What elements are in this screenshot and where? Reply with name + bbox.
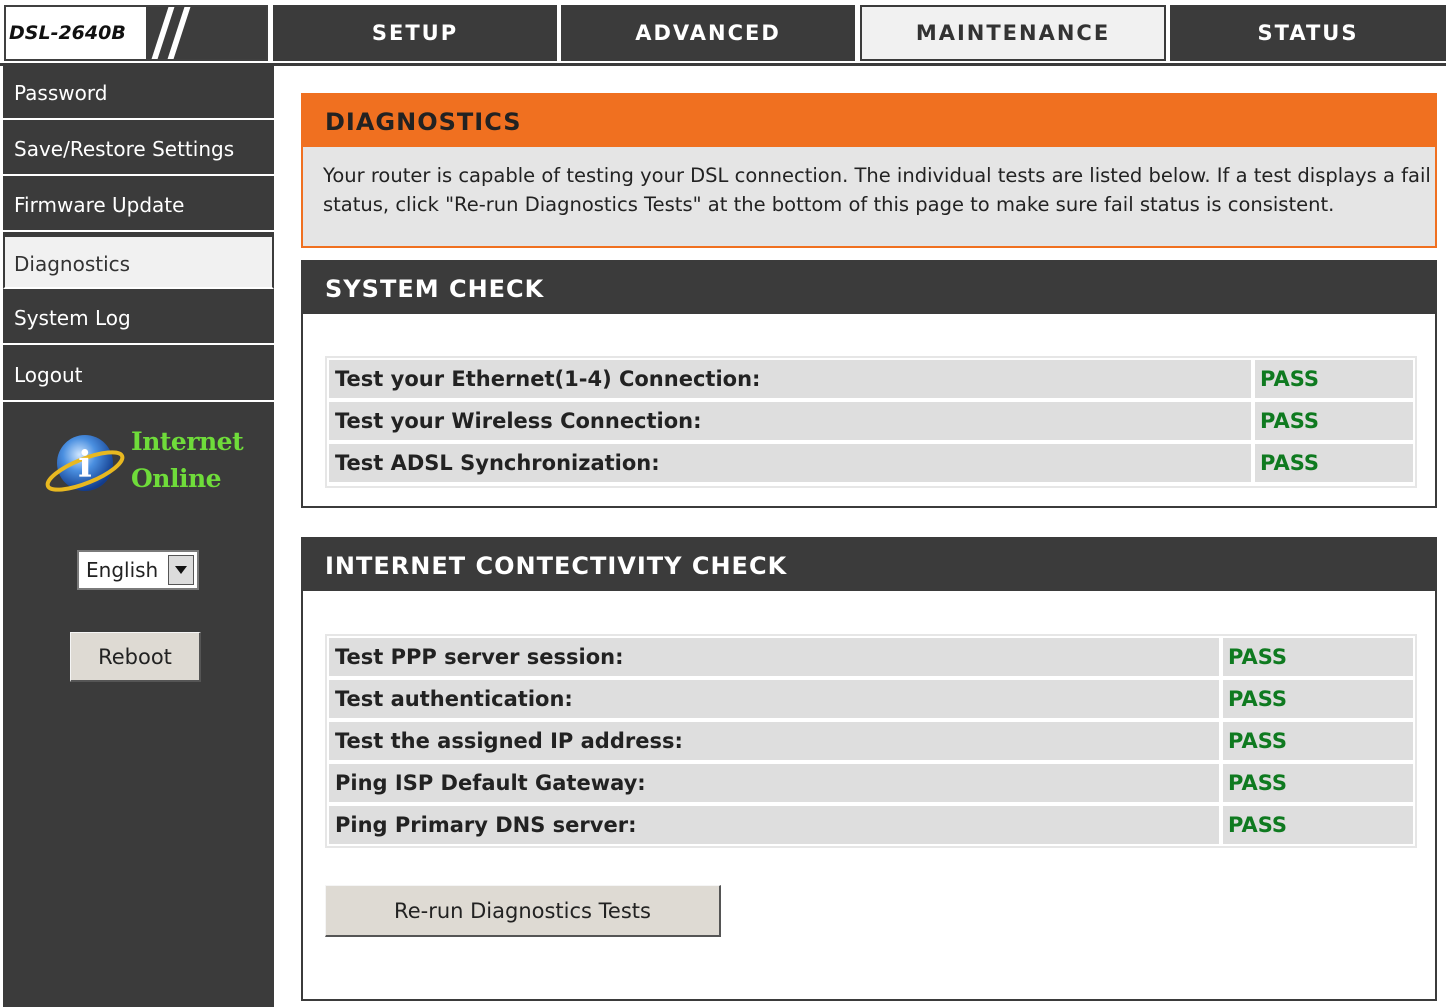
top-bar — [0, 0, 1446, 66]
table-row — [329, 806, 1413, 844]
test-label: Test authentication: — [329, 680, 1219, 718]
table-row — [329, 764, 1413, 802]
test-label: Test your Ethernet(1-4) Connection: — [329, 360, 1251, 398]
test-result: PASS — [1223, 680, 1413, 718]
sidebar-item-save-restore-settings[interactable]: Save/Restore Settings — [3, 122, 274, 176]
table-row — [329, 680, 1413, 718]
test-result: PASS — [1223, 764, 1413, 802]
language-select[interactable] — [77, 550, 199, 590]
test-result: PASS — [1223, 638, 1413, 676]
test-label: Test PPP server session: — [329, 638, 1219, 676]
test-label: Test the assigned IP address: — [329, 722, 1219, 760]
table-row — [329, 402, 1413, 440]
table-row — [329, 638, 1413, 676]
info-globe-icon — [41, 427, 127, 503]
tab-advanced[interactable]: ADVANCED — [561, 5, 855, 61]
test-label: Ping ISP Default Gateway: — [329, 764, 1219, 802]
test-result: PASS — [1255, 444, 1413, 482]
status-line-1: Internet — [131, 427, 244, 456]
test-result: PASS — [1255, 402, 1413, 440]
table-row — [329, 444, 1413, 482]
diagnostics-title: DIAGNOSTICS — [303, 95, 1435, 147]
internet-check-panel — [301, 537, 1437, 1001]
tab-status[interactable]: STATUS — [1170, 5, 1446, 61]
sidebar-item-diagnostics[interactable]: Diagnostics — [3, 235, 274, 289]
internet-status — [41, 423, 271, 513]
tab-maintenance[interactable]: MAINTENANCE — [860, 5, 1166, 61]
table-row — [329, 722, 1413, 760]
diagnostics-panel — [301, 93, 1437, 248]
internet-status-text — [131, 423, 243, 497]
test-label: Test your Wireless Connection: — [329, 402, 1251, 440]
system-check-table — [325, 356, 1417, 488]
sidebar-item-password[interactable]: Password — [3, 66, 274, 120]
model-name: DSL-2640B — [9, 22, 126, 44]
system-check-title: SYSTEM CHECK — [303, 262, 1435, 314]
sidebar-item-logout[interactable]: Logout — [3, 348, 274, 402]
reboot-button[interactable]: Reboot — [70, 632, 201, 682]
internet-check-title: INTERNET CONTECTIVITY CHECK — [303, 539, 1435, 591]
tab-setup[interactable]: SETUP — [273, 5, 557, 61]
dropdown-arrow-icon[interactable] — [168, 555, 194, 585]
logo-stripes — [146, 7, 266, 59]
diagnostics-description: Your router is capable of testing your DSL connection. The individual tests are listed below. If a test displays a fail status, click "Re-run Diagnostics Tests" at the bottom of this page to make sure fail status is consistent. — [323, 164, 1431, 216]
sidebar — [3, 66, 274, 1007]
test-result: PASS — [1255, 360, 1413, 398]
table-row — [329, 360, 1413, 398]
test-result: PASS — [1223, 806, 1413, 844]
status-line-2: Online — [131, 464, 222, 493]
test-label: Test ADSL Synchronization: — [329, 444, 1251, 482]
system-check-panel — [301, 260, 1437, 508]
language-selected-value: English — [86, 558, 159, 582]
test-label: Ping Primary DNS server: — [329, 806, 1219, 844]
product-logo — [4, 5, 268, 61]
internet-check-table — [325, 634, 1417, 848]
rerun-diagnostics-button[interactable]: Re-run Diagnostics Tests — [325, 885, 721, 937]
svg-text:i: i — [78, 444, 92, 486]
sidebar-item-system-log[interactable]: System Log — [3, 291, 274, 345]
test-result: PASS — [1223, 722, 1413, 760]
sidebar-item-firmware-update[interactable]: Firmware Update — [3, 178, 274, 232]
